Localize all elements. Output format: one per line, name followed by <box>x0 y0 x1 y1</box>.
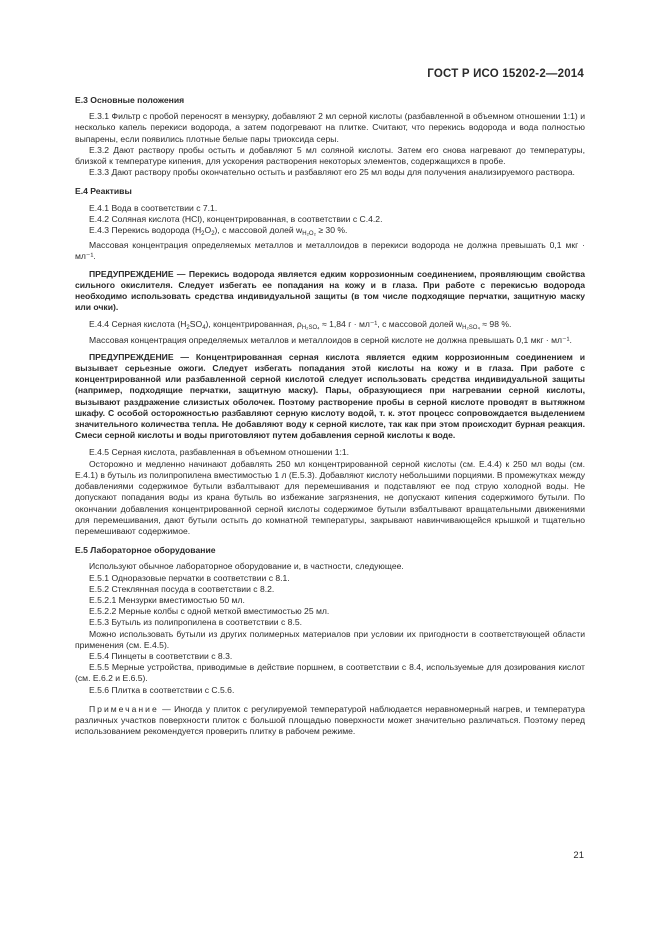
document-body <box>75 95 585 737</box>
list-item: Е.5.1 Одноразовые перчатки в соответствии с 8.1. <box>89 572 290 583</box>
section-e3-title: Е.3 Основные положения <box>75 95 185 105</box>
paragraph: Е.4.1 Вода в соответствии с 7.1. <box>89 202 218 213</box>
paragraph: Е.3.3 Дают раствору пробы окончательно остыть и разбавляют его 25 мл воды для получения анализируемого раствора. <box>89 167 575 178</box>
note-text: — Иногда у плиток с регулируемой температурой наблюдается неравномерный нагрев, и температура различных участков поверхности плиток с большой площадью поверхности может значительно различаться. Поэтому перед использованием рекомендуется проверить плитку в рабочем режиме. <box>75 703 585 737</box>
paragraph: Е.4.5 Серная кислота, разбавленная в объемном отношении 1:1. <box>89 447 350 458</box>
list-item: Е.5.4 Пинцеты в соответствии с 8.3. <box>89 650 233 661</box>
note-paragraph <box>75 704 585 738</box>
note-lead: Примечание <box>89 703 159 714</box>
list-item: Используют обычное лабораторное оборудование и, в частности, следующее. <box>89 561 404 572</box>
section-e5-title: Е.5 Лабораторное оборудование <box>75 545 216 556</box>
paragraph: Массовая концентрация определяемых металлов и металлоидов в перекиси водорода не должна превышать 0,1 мкг · мл⁻¹. <box>75 240 585 262</box>
list-item: Е.5.2.2 Мерные колбы с одной меткой вместимостью 25 мл. <box>89 606 330 617</box>
paragraph: Е.3.2 Дают раствору пробы остыть и добавляют 5 мл соляной кислоты. Затем его снова нагревают до температуры, близкой к температуре кипения, для ускорения растворения некоторых элементов, содержащихся в пробе. <box>75 144 585 167</box>
list-item: Можно использовать бутыли из других полимерных материалов при условии их пригодности в соответствующей области применения (см. Е.4.5). <box>75 628 585 650</box>
section-e4-title: Е.4 Реактивы <box>75 186 132 197</box>
warning-paragraph: ПРЕДУПРЕЖДЕНИЕ — Концентрированная серная кислота является едким коррозионным соединением и вызывает серьезные ожоги. Следует избегать попадания этой кислоты на кожу и в глаза. При работе с концентрированной или разбавленной серной кислотой следует использовать средства индивидуальной защиты (например, подходящие перчатки, защитную маску). Пары, образующиеся при нагревании серной кислоты, вызывают раздражение слизистых оболочек. Поэтому растворение пробы в серной кислоте проводят в вытяжном шкафу. С особой осторожностью разбавляют серную кислоту водой, т. к. этот процесс сопровождается выделением значительного количества тепла. Не добавляют воду к серной кислоте, так как при этом происходит бурная реакция. Смеси серной кислоты и воды приготовляют путем добавления серной кислоты к воде. <box>75 351 585 441</box>
list-item: Е.5.6 Плитка в соответствии с С.5.6. <box>89 684 235 695</box>
page-number: 21 <box>573 850 584 861</box>
list-item: Е.5.2 Стеклянная посуда в соответствии с 8.2. <box>89 583 275 594</box>
list-item: Е.5.2.1 Мензурки вместимостью 50 мл. <box>89 594 245 605</box>
list-item: Е.5.3 Бутыль из полипропилена в соответствии с 8.5. <box>89 617 303 628</box>
list-item: Е.5.5 Мерные устройства, приводимые в действие поршнем, в соответствии с 8.4, используемые для дозирования кислот (см. Е.6.2 и Е.6.5). <box>75 662 585 684</box>
warning-paragraph: ПРЕДУПРЕЖДЕНИЕ — Перекись водорода является едким коррозионным соединением, проявляющим свойства сильного окислителя. Следует избегать ее попадания на кожу и в глаза. При работе с перекисью водорода необходимо использовать средства индивидуальной защиты (в том числе подходящие перчатки, защитную маску или очки). <box>75 268 585 313</box>
paragraph: Е.4.4 Серная кислота $(H_2SO_4)$, концентрированная, $\rho_{H_2SO_4} \approx 1,84$ г · мл⁻¹, с массовой долей $w_{H_2SO_4} \approx 98$ %. <box>89 319 512 332</box>
paragraph: Е.3.1 Фильтр с пробой переносят в мензурку, добавляют 2 мл серной кислоты (разбавленной в объемном отношении 1:1) и несколько капель перекиси водорода, а затем подогревают на плитке. Считают, что перекись водорода и вода полностью выпарены, если появились плотные белые пары триоксида серы. <box>75 111 585 144</box>
paragraph: Осторожно и медленно начинают добавлять 250 мл концентрированной серной кислоты (см. Е.4.4) к 250 мл воды (см. Е.4.1) в бутыль из полипропилена вместимостью 1 л (Е.5.3). Добавляют кислоту небольшими порциями. В промежутках между добавлениями содержимое бутыли взбалтывают для перемешивания и подставляют ее под струю холодной воды. Не допускают попадания воды из крана бутыль во избежание загрязнения, не допускают кипения содержимого бутыли. По окончании добавления концентрированной серной кислоты содержимое бутыли взбалтывают вращательными движениями для перемешивания, дают бутыли остыть до комнатной температуры, закрывают навинчивающейся крышкой и тщательно перемешивают содержимое. <box>75 458 585 536</box>
paragraph: Массовая концентрация определяемых металлов и металлоидов в серной кислоте не должна превышать 0,1 мкг · мл⁻¹. <box>89 334 572 345</box>
paragraph: Е.4.2 Соляная кислота (HCl), концентрированная, в соответствии с С.4.2. <box>89 213 383 224</box>
document-header: ГОСТ Р ИСО 15202-2—2014 <box>427 68 584 80</box>
paragraph: Е.4.3 Перекись водорода $(H_2O_2)$, с массовой долей $w_{H_2O_2} \ge 30$ %. <box>89 225 348 238</box>
